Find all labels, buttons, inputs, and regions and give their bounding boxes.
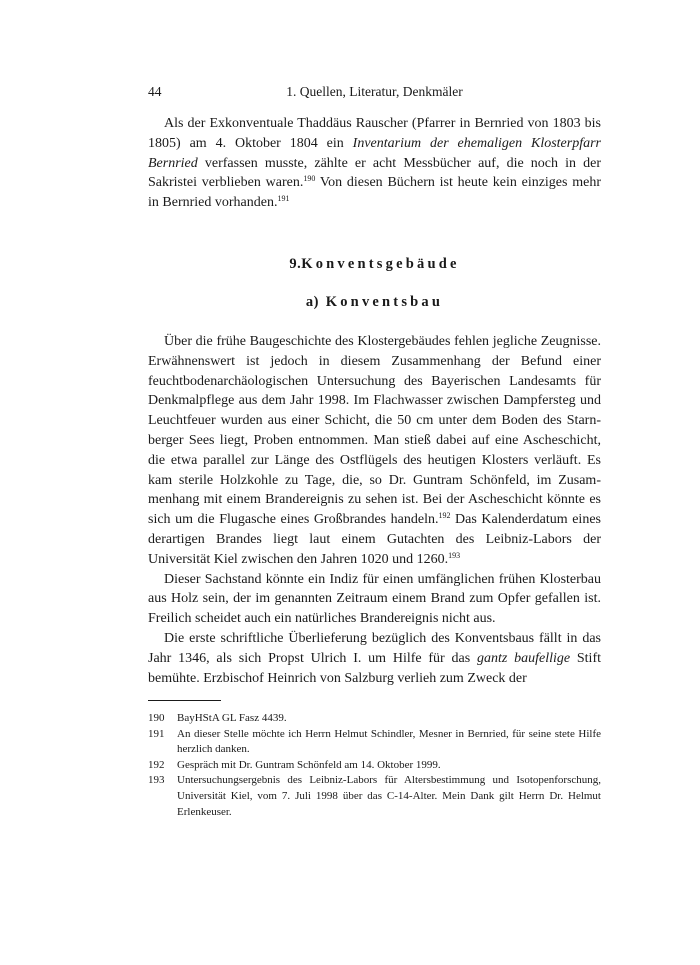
intro-paragraph <box>148 114 601 213</box>
footnote-ref-190: 190 <box>303 174 316 184</box>
page-body <box>148 82 601 688</box>
footnote-number: 192 <box>148 758 165 771</box>
text-run: verfassen musste, zählte er acht Messbücher auf, die noch in der Sakristei verblieben waren. <box>148 155 601 191</box>
page-number: 44 <box>148 84 162 99</box>
paragraph-3 <box>148 629 601 688</box>
footnote-190 <box>148 711 601 727</box>
text-run: Die erste schriftliche Überlieferung bezüglich des Konventsbaus fällt in das Jahr 1346, als sich Propst Ulrich I. um Hilfe für das <box>148 630 601 666</box>
footnote-text: Gespräch mit Dr. Guntram Schönfeld am 14. Oktober 1999. <box>177 758 441 771</box>
footnote-text: An dieser Stelle möchte ich Herrn Helmut Schindler, Mesner in Bernried, für seine stete Hilfe herzlich danken. <box>177 727 601 756</box>
text-run: Das Kalenderdatum eines derartigen Brandes liegt laut einem Gutachten des Leibniz-Labors der Universität Kiel zwischen den Jahren 1020 und 1260. <box>148 512 601 567</box>
footnote-ref-191: 191 <box>277 194 290 204</box>
chapter-title: 1. Quellen, Literatur, Denkmäler <box>286 84 463 99</box>
footnote-192 <box>148 758 601 774</box>
text-run: Als der Exkonventuale Thaddäus Rauscher (Pfarrer in Bernried von 1803 bis 1805) am 4. Oktober 1804 ein <box>148 116 601 151</box>
italic-title: Inventarium der ehemaligen Klosterpfarr Bernried <box>148 135 601 171</box>
section-heading <box>148 254 601 274</box>
running-head <box>148 82 601 102</box>
text-run: Über die frühe Baugeschichte des Klostergebäudes fehlen jegliche Zeugnisse. Erwähnenswert ist jedoch in diesem Zusammenhang der Befund einer feuchtbodenarchäologischen Untersuchung des Bayerischen Landesamts für Denkmalpflege aus dem Jahr 1998. Im Flachwasser zwischen Dampfersteg und Leuchtfeuer wurden aus einer Schicht, die 50 cm unter dem Boden des Starnberger Sees liegt, Proben entnommen. Man stieß dabei auf eine Ascheschicht, die etwa parallel zur Länge des Ostflügels des heutigen Klosters verläuft. Es kam sterile Holzkohle zu Tage, die, so Dr. Guntram Schönfeld, im Zusammenhang mit einem Brandereignis zu sehen ist. Bei der Ascheschicht könnte es sich um die Flugasche eines Großbrandes handeln. <box>148 333 601 528</box>
footnote-191 <box>148 727 601 758</box>
footnote-ref-193: 193 <box>448 550 461 560</box>
footnote-number: 193 <box>148 774 165 787</box>
footnote-text: Untersuchungsergebnis des Leibniz-Labors für Altersbestimmung und Isotopenforschung, Universität Kiel, vom 7. Juli 1998 über das C-14-Alter. Mein Dank gilt Herrn Dr. Helmut Erlenkeuser. <box>177 774 601 818</box>
text-run: Stift bemühte. Erzbischof Heinrich von Salzburg verlieh zum Zweck der <box>148 650 601 686</box>
subsection-label: a) <box>305 293 319 310</box>
paragraph-2: Dieser Sachstand könnte ein Indiz für einen umfänglichen frühen Klosterbau aus Holz sein, der im genannten Zeitraum einem Brand zum Opfer gefallen ist. Freilich scheidet auch ein natürliches Brandereignis nicht aus. <box>148 571 601 627</box>
footnote-number: 191 <box>148 727 165 740</box>
section-title: Konventsgebäude <box>301 255 460 272</box>
footnote-divider <box>148 700 221 701</box>
subsection-heading <box>148 292 601 312</box>
italic-quote: gantz baufellige <box>476 650 571 666</box>
paragraph-1 <box>148 332 601 570</box>
section-number: 9. <box>289 255 302 272</box>
footnote-number: 190 <box>148 712 165 724</box>
subsection-title: Konventsbau <box>325 293 444 310</box>
footnote-193 <box>148 773 601 820</box>
text-run: Von diesen Büchern ist heute kein einziges mehr in Bernried vorhanden. <box>148 175 602 211</box>
footnotes <box>148 711 601 820</box>
footnote-ref-192: 192 <box>438 511 451 521</box>
footnote-text: BayHStA GL Fasz 4439. <box>177 712 287 724</box>
